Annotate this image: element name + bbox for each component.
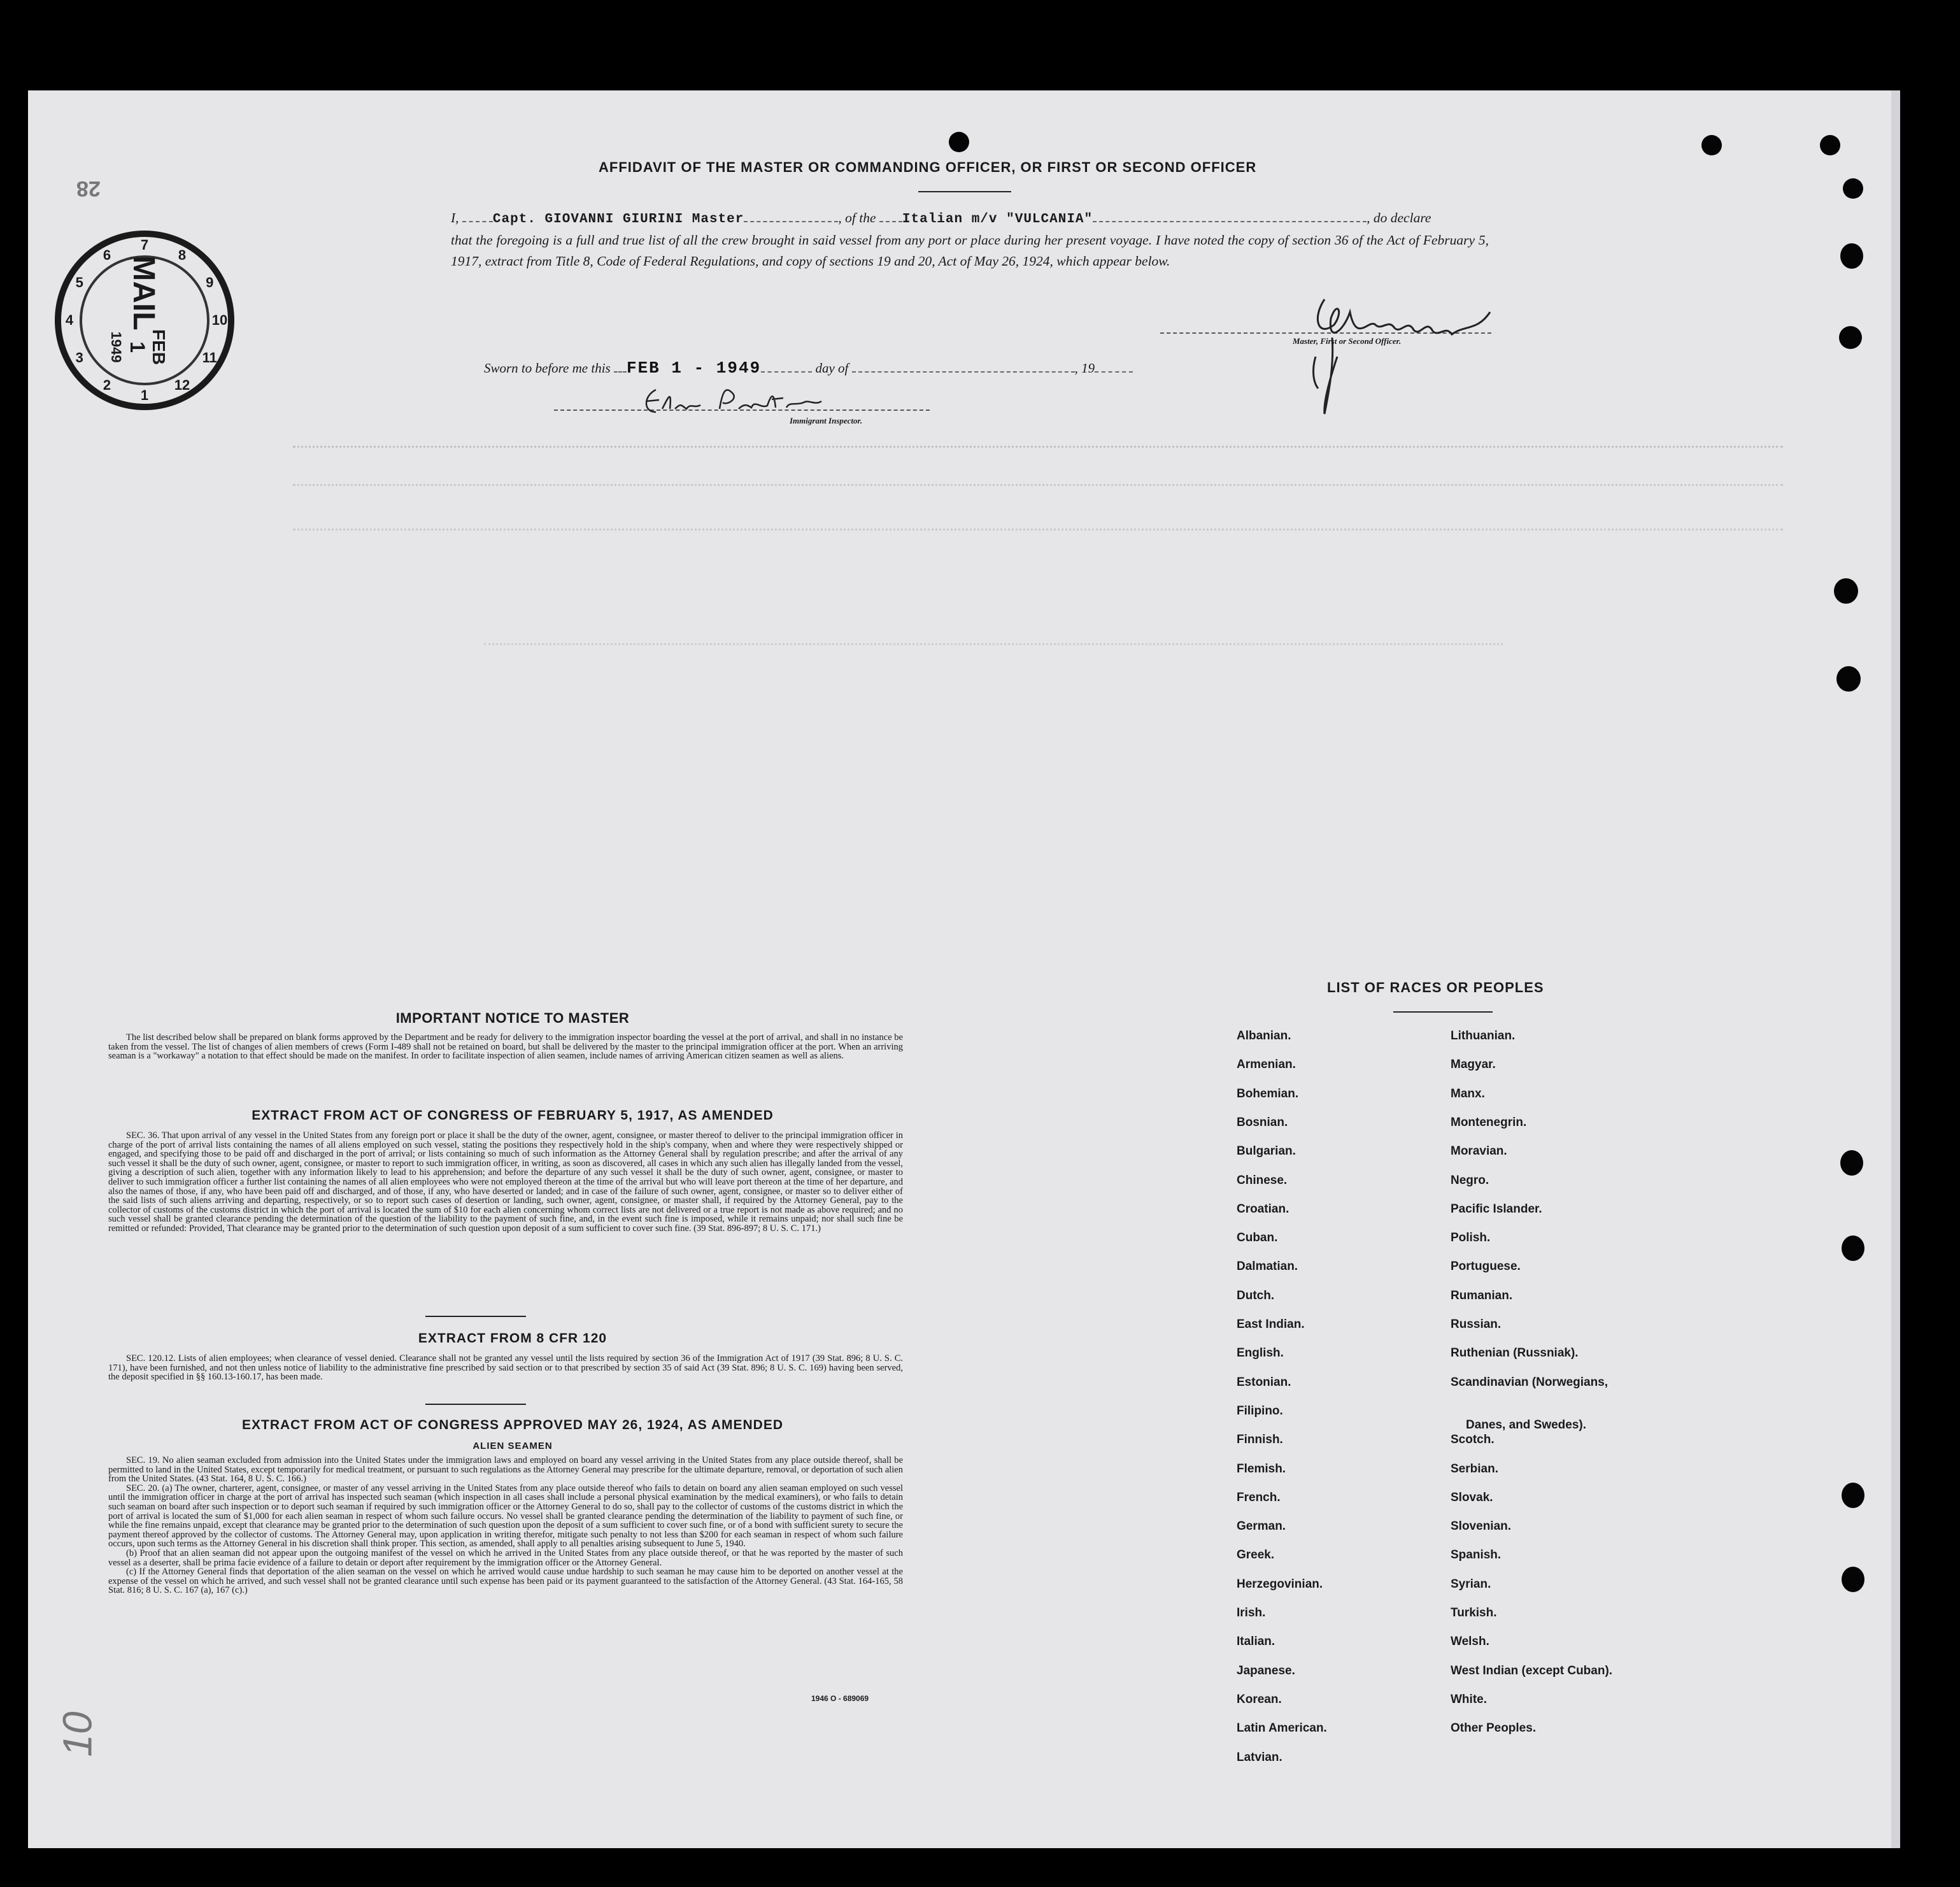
affidavit-declaration: I, Capt. GIOVANNI GIURINI Master , of the Italian m/v "VULCANIA" , do declare that the foregoing is a full and true list of all the crew brought in said vessel from any port or place during her present voyage. I have noted the copy of section 36 of the Act of February 5, 1917, extract from Title 8, Code of Federal Regulations, and copy of sections 19 and 20, Act of May 26, 1924, which appear below. — [451, 208, 1489, 272]
punch-hole — [1840, 243, 1863, 269]
race-item: Filipino. — [1237, 1404, 1283, 1418]
race-item: Magyar. — [1451, 1058, 1496, 1072]
sec-20c: (c) If the Attorney General finds that deportation of the alien seaman on the vessel on which he arrived would cause undue hardship to such seaman he may cause him to be deported on another vessel at the expense of the vessel on which he arrived, and such vessel shall not be granted clearance until such expense has been paid or its payment guaranteed to the satisfaction of the Attorney General. (43 Stat. 164-165, 58 Stat. 816; 8 U. S. C. 167 (a), 167 (c).) — [108, 1567, 903, 1596]
stamp-month: FEB — [149, 329, 169, 365]
declaration-body: that the foregoing is a full and true list of all the crew brought in said vessel from any port or place during her present voyage. I have noted the copy of section 36 of the Act of February 5, 1917, extract from Title 8, Code of Federal Regulations, and copy of sections 19 and 20, Act of May 26, 1924, which appear below. — [451, 232, 1489, 269]
stamp-mail-word: MAIL — [127, 255, 160, 331]
race-item: Bosnian. — [1237, 1115, 1288, 1129]
stamp-clock-numeral: 12 — [174, 377, 190, 394]
race-item: Other Peoples. — [1451, 1721, 1537, 1735]
race-item: Flemish. — [1237, 1462, 1286, 1476]
race-item: Irish. — [1237, 1606, 1266, 1620]
races-title: LIST OF RACES OR PEOPLES — [1327, 979, 1544, 995]
race-item: Japanese. — [1237, 1663, 1295, 1677]
punch-hole — [1834, 578, 1858, 604]
race-item: Russian. — [1451, 1318, 1502, 1331]
margin-handwritten-mark: 10 — [54, 1711, 101, 1757]
stamp-clock-numeral: 10 — [211, 312, 228, 328]
master-signature — [1274, 274, 1503, 427]
race-item: White. — [1451, 1692, 1487, 1706]
punch-hole — [1842, 1483, 1864, 1508]
race-item: Negro. — [1451, 1173, 1489, 1187]
punch-hole — [949, 132, 969, 152]
punch-hole — [1839, 326, 1862, 349]
stamp-clock-numeral: 5 — [75, 274, 83, 290]
race-item: Polish. — [1451, 1231, 1491, 1245]
race-item: Croatian. — [1237, 1202, 1289, 1216]
punch-hole — [1820, 135, 1840, 155]
race-item: Lithuanian. — [1451, 1029, 1516, 1043]
race-item: Serbian. — [1451, 1462, 1498, 1476]
punch-hole — [1842, 1235, 1864, 1261]
race-item: Portuguese. — [1451, 1260, 1521, 1274]
race-item: Dutch. — [1237, 1288, 1275, 1302]
race-item: French. — [1237, 1490, 1281, 1504]
notice-text: The list described below shall be prepared on blank forms approved by the Department and be ready for delivery to the immigration inspector boarding the vessel at the port of arrival, and shall in no instance be taken from the vessel. The list of changes of alien members of crews (Form I-489 shall not be retained on board, but shall be delivered by the master to the principal immigration officer at the port. When an arriving seaman is a "workaway" a notation to that effect should be made on the manifest. In order to facilitate inspection of alien seamen, include names of arriving American citizen seamen as well as aliens. — [108, 1032, 903, 1062]
race-item: Albanian. — [1237, 1029, 1291, 1043]
race-item: Bohemian. — [1237, 1086, 1299, 1100]
do-declare-label: do declare — [1373, 210, 1431, 225]
mail-received-stamp — [53, 229, 236, 411]
stamp-clock-numeral: 3 — [75, 350, 83, 366]
race-item: Syrian. — [1451, 1577, 1491, 1591]
sworn-label: Sworn to before me this — [484, 360, 611, 376]
race-item: Latin American. — [1237, 1721, 1327, 1735]
stamp-clock-numeral: 9 — [206, 274, 214, 290]
stamp-clock-numeral: 1 — [140, 387, 149, 403]
race-item: Slovak. — [1451, 1490, 1493, 1504]
stamp-clock-numeral: 4 — [65, 312, 74, 328]
race-item: Italian. — [1237, 1635, 1275, 1649]
race-item: Finnish. — [1237, 1433, 1283, 1447]
extract-1917-title: EXTRACT FROM ACT OF CONGRESS OF FEBRUARY 5, 1917, AS AMENDED — [252, 1108, 774, 1123]
stamp-year: 1949 — [108, 331, 124, 363]
master-name-typed: Capt. GIOVANNI GIURINI Master — [492, 212, 744, 227]
punch-hole — [1701, 135, 1722, 155]
race-item: Spanish. — [1451, 1548, 1502, 1562]
race-item: Latvian. — [1237, 1750, 1282, 1764]
race-item: Turkish. — [1451, 1606, 1497, 1620]
year-label: , 19 — [1074, 360, 1095, 376]
race-item: Montenegrin. — [1451, 1115, 1527, 1129]
stamp-clock-numeral: 11 — [202, 350, 217, 366]
extract-1924-title: EXTRACT FROM ACT OF CONGRESS APPROVED MAY 26, 1924, AS AMENDED — [241, 1418, 784, 1432]
alien-seamen-subtitle: ALIEN SEAMEN — [472, 1441, 553, 1451]
title-rule — [918, 191, 1011, 192]
race-item: Scotch. — [1451, 1433, 1495, 1447]
extract-1917-text: SEC. 36. That upon arrival of any vessel in the United States from any foreign port or place it shall be the duty of the owner, agent, consignee, or master thereof to deliver to the principal immigration officer in charge of the port of arrival lists containing the names of all aliens employed on such vessel, stating the positions they respectively hold in the ship's company, when and where they were respectively shipped or engaged, and specifying those to be paid off and discharged in the port of arrival; or lists containing so much of such information as the Attorney General shall by regulation prescribe; and after the arrival of any such vessel it shall be the duty of such owner, agent, consignee, or master to report to such immigration officer, in writing, as soon as discovered, all cases in which any such alien has illegally landed from the vessel, giving a description of such alien, together with any information likely to lead to his apprehension; and before the departure of any such vessel it shall be the duty of such owner, agent, consignee, or master to deliver to such immigration officer a further list containing the names of all alien employees who were not employed thereon at the time of the arrival but who will leave port thereon at the time of her departure, and also the names of those, if any, who have been paid off and discharged, and of those, if any, who have deserted or landed; and in case of the failure of such owner, agent, consignee, or master so to deliver either of the said lists of such aliens arriving and departing, respectively, or so to report such cases of desertion or landing, such owner, agent, consignee, or master shall, if required by the Attorney General, pay to the collector of customs of the customs district in which the port of arrival is located the sum of $10 for each alien concerning whom correct lists are not delivered or a true report is not made as above required; and no such vessel shall be granted clearance pending the determination of the question of the liability to the payment of such fine, and, in the event such fine is imposed, while it remains unpaid; nor shall such fine be remitted or refunded: Provided, That clearance may be granted prior to the determination of such question upon deposit of a sum sufficient to cover such fine. (39 Stat. 896-897; 8 U. S. C. 171.) — [108, 1130, 903, 1234]
extract-1924-text — [108, 1456, 903, 1595]
stamp-clock-numeral: 7 — [140, 237, 149, 253]
race-item: German. — [1237, 1520, 1286, 1534]
section-rule — [425, 1316, 526, 1317]
bleed-through-marks — [293, 446, 1783, 688]
sec-20b: (b) Proof that an alien seaman did not appear upon the outgoing manifest of the vessel on which he arrived in the United States from any place outside thereof, or that he was reported by the master of such vessel as a deserter, shall be prima facie evidence of a failure to detain or deport after requirement by the immigration officer or the Attorney General. — [108, 1548, 903, 1568]
race-item: Danes, and Swedes). — [1466, 1418, 1587, 1432]
extract-cfr-text: SEC. 120.12. Lists of alien employees; when clearance of vessel denied. Clearance shall not be granted any vessel until the lists required by section 36 of the Immigration Act of 1917 (39 Stat. 896; 8 U. S. C. 171), have been furnished, and not then unless notice of liability to the administrative fine prescribed by said section or to that prescribed by section 35 of said Act (39 Stat. 896; 8 U. S. C. 169) having been served, the deposit specified in §§ 160.13-160.17, has been made. — [108, 1353, 903, 1383]
race-item: Cuban. — [1237, 1231, 1278, 1245]
day-of-label: day of — [815, 360, 849, 376]
stamp-clock-numeral: 6 — [103, 246, 111, 263]
race-item: Ruthenian (Russniak). — [1451, 1346, 1579, 1360]
race-item: Welsh. — [1451, 1635, 1489, 1649]
stamp-day: 1 — [126, 341, 149, 353]
race-item: English. — [1237, 1346, 1284, 1360]
race-item: Armenian. — [1237, 1058, 1296, 1072]
race-item: Pacific Islander. — [1451, 1202, 1542, 1216]
inspector-signature — [637, 377, 853, 422]
inspector-caption: Immigrant Inspector. — [790, 416, 863, 425]
race-item: Moravian. — [1451, 1144, 1507, 1158]
sec-19: SEC. 19. No alien seaman excluded from admission into the United States under the immigration laws and employed on board any vessel arriving in the United States from any place outside thereof, shall be permitted to land in the United States, except temporarily for medical treatment, or pursuant to such regulations as the Attorney General may prescribe for the ultimate departure, removal, or deportation of such alien from the United States. (43 Stat. 164, 8 U. S. C. 166.) — [108, 1455, 903, 1485]
punch-hole — [1843, 178, 1863, 199]
of-the-label: of the — [845, 210, 876, 225]
race-item: East Indian. — [1237, 1318, 1305, 1331]
race-item: Rumanian. — [1451, 1288, 1513, 1302]
stamp-clock-numeral: 8 — [178, 246, 187, 263]
race-item: Bulgarian. — [1237, 1144, 1296, 1158]
extract-cfr-title: EXTRACT FROM 8 CFR 120 — [418, 1331, 607, 1346]
notice-title: IMPORTANT NOTICE TO MASTER — [395, 1010, 630, 1026]
race-item: Manx. — [1451, 1086, 1485, 1100]
vessel-name-typed: Italian m/v "VULCANIA" — [902, 212, 1093, 227]
sec-20a: SEC. 20. (a) The owner, charterer, agent, consignee, or master of any vessel arriving in the United States from any place outside thereof who fails to detain on board any alien seaman employed on such vessel until the immigration officer in charge at the port of arrival has inspected such seaman (which inspection in all cases shall include a personal physical examination by the medical examiners), or who fails to detain such seaman on board after such inspection or to deport such seaman if required by such immigration officer or the Attorney General to do so, shall pay to the collector of customs of the customs district in which the port of arrival is located the sum of $1,000 for each alien seaman in respect of whom such failure occurs. No vessel shall be granted clearance pending the determination of the liability to payment of such fine, or while the fine remains unpaid, except that clearance may be granted prior to the determination of such question upon the deposit of a sum sufficient to cover such fine, or of a bond with sufficient surety to secure the payment thereof approved by the collector of customs. The Attorney General may, upon application in writing therefor, mitigate such penalty to not less than $200 for each seaman in respect of whom such failure occurs, upon such terms as the Attorney General in his discretion shall think proper. This section, as amended, shall apply to all penalties arising subsequent to June 5, 1940. — [108, 1483, 903, 1549]
race-item: Scandinavian (Norwegians, — [1451, 1375, 1608, 1389]
race-item: Slovenian. — [1451, 1520, 1512, 1534]
master-caption: Master, First or Second Officer. — [1293, 336, 1402, 346]
i-label: I, — [451, 210, 459, 225]
punch-hole — [1840, 1150, 1863, 1176]
race-item: West Indian (except Cuban). — [1451, 1663, 1613, 1677]
affidavit-title: AFFIDAVIT OF THE MASTER OR COMMANDING OFFICER, OR FIRST OR SECOND OFFICER — [599, 159, 1257, 175]
race-item: Herzegovinian. — [1237, 1577, 1323, 1591]
punch-hole — [1836, 666, 1861, 692]
sworn-date-stamp: FEB 1 - 1949 — [626, 359, 762, 378]
sheet-edge — [1891, 90, 1900, 1848]
race-item: Greek. — [1237, 1548, 1275, 1562]
stamp-clock-numeral: 2 — [103, 377, 111, 394]
section-rule — [425, 1404, 526, 1405]
punch-hole — [1842, 1567, 1864, 1592]
sworn-line — [484, 359, 1133, 378]
races-title-rule — [1393, 1011, 1493, 1013]
race-item: Korean. — [1237, 1692, 1282, 1706]
print-code: 1946 O - 689069 — [811, 1694, 869, 1703]
race-item: Chinese. — [1237, 1173, 1288, 1187]
margin-number: 28 — [76, 176, 101, 201]
race-item: Estonian. — [1237, 1375, 1291, 1389]
race-item: Dalmatian. — [1237, 1260, 1298, 1274]
